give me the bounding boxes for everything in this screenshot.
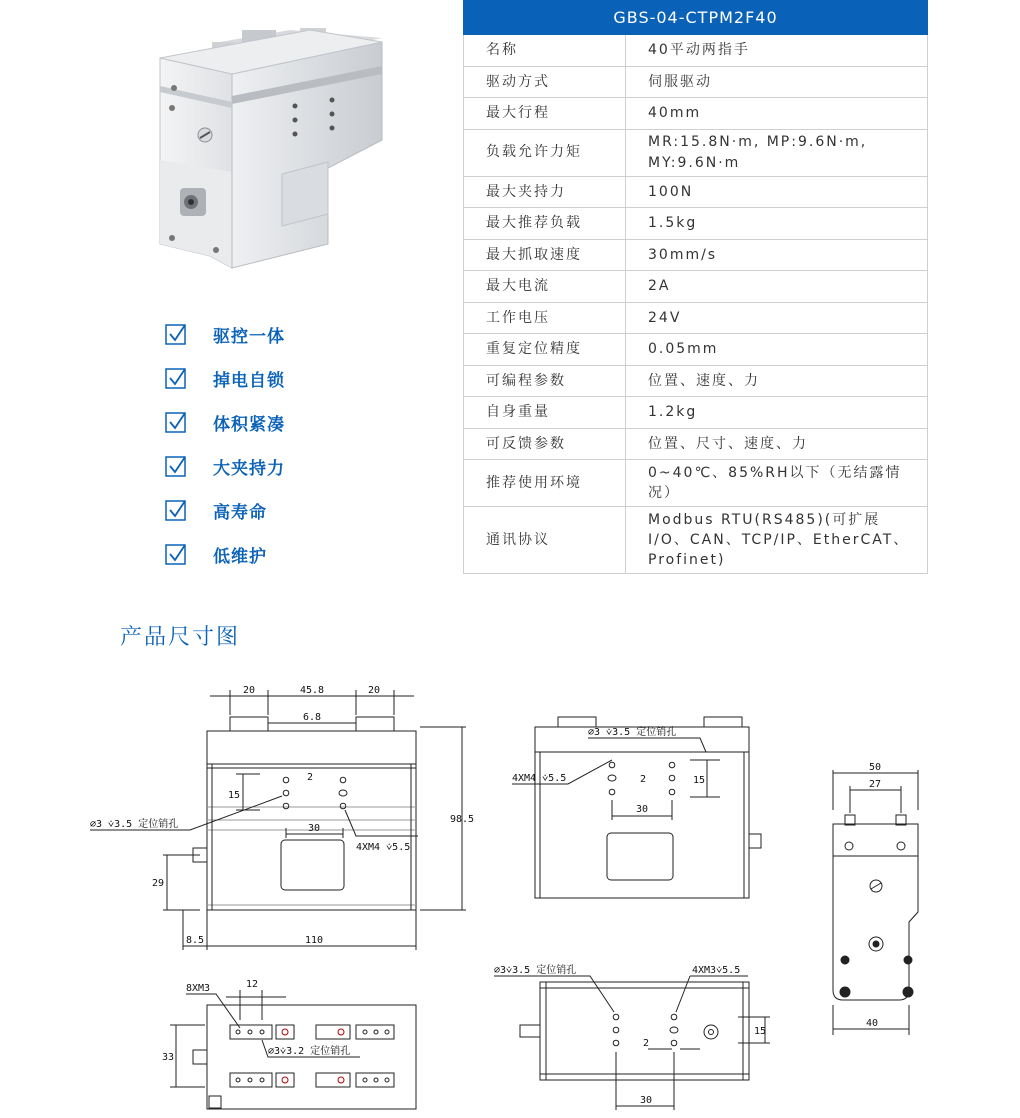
table-row: [464, 176, 928, 208]
spec-value: Modbus RTU(RS485)(可扩展I/O、CAN、TCP/IP、EtherCAT、Profinet): [626, 507, 928, 574]
dim-label: 98.5: [450, 814, 475, 825]
dim-label: 110: [305, 935, 324, 946]
dim-label: 40: [866, 1018, 879, 1029]
dim-label: 20: [368, 685, 381, 696]
feature-item: [165, 532, 285, 576]
dim-label: 15: [228, 790, 241, 801]
dim-label: 45.8: [300, 685, 325, 696]
dim-label: 27: [869, 779, 882, 790]
table-row: [464, 239, 928, 271]
check-square-icon: [165, 367, 187, 389]
feature-label: 大夹持力: [213, 458, 285, 479]
dim-label: 12: [246, 979, 259, 990]
spec-key: 最大抓取速度: [464, 239, 626, 271]
spec-value: 0~40℃、85%RH以下（无结露情况）: [626, 460, 928, 507]
feature-item: [165, 400, 285, 444]
dim-label: 2: [640, 774, 647, 785]
dim-label: 29: [152, 878, 165, 889]
spec-value: 位置、尺寸、速度、力: [626, 428, 928, 460]
feature-label: 驱控一体: [213, 326, 285, 347]
spec-key: 最大推荐负载: [464, 208, 626, 240]
feature-item: [165, 444, 285, 488]
table-row: [464, 428, 928, 460]
spec-value: 伺服驱动: [626, 66, 928, 98]
table-row: [464, 129, 928, 176]
dim-label: 30: [640, 1095, 653, 1106]
table-row: [464, 66, 928, 98]
feature-item: [165, 488, 285, 532]
spec-value: 40平动两指手: [626, 35, 928, 67]
dim-label: ∅3 ⩒3.5 定位销孔: [90, 819, 179, 830]
table-row: [464, 334, 928, 366]
table-row: [464, 271, 928, 303]
check-square-icon: [165, 411, 187, 433]
spec-key: 推荐使用环境: [464, 460, 626, 507]
feature-label: 体积紧凑: [213, 414, 285, 435]
table-row: [464, 397, 928, 429]
dim-label: 4XM3⩒5.5: [692, 965, 741, 976]
model-header: GBS-04-CTPM2F40: [464, 1, 928, 35]
dim-label: 30: [636, 804, 649, 815]
check-square-icon: [165, 543, 187, 565]
dim-label: 8XM3: [186, 983, 211, 994]
spec-key: 自身重量: [464, 397, 626, 429]
feature-list: [165, 312, 285, 576]
dimension-drawings: [0, 660, 1020, 1118]
feature-item: [165, 356, 285, 400]
dim-label: 30: [308, 823, 321, 834]
feature-item: [165, 312, 285, 356]
spec-value: 100N: [626, 176, 928, 208]
gripper-illustration: [150, 20, 390, 270]
dim-label: 2: [307, 772, 314, 783]
table-row: [464, 98, 928, 130]
spec-value: 0.05mm: [626, 334, 928, 366]
spec-value: 1.2kg: [626, 397, 928, 429]
spec-value: MR:15.8N·m, MP:9.6N·m, MY:9.6N·m: [626, 129, 928, 176]
spec-key: 负载允许力矩: [464, 129, 626, 176]
spec-key: 工作电压: [464, 302, 626, 334]
spec-key: 可编程参数: [464, 365, 626, 397]
end-view: [833, 770, 918, 1035]
spec-key: 最大行程: [464, 98, 626, 130]
spec-key: 最大电流: [464, 271, 626, 303]
spec-key: 重复定位精度: [464, 334, 626, 366]
dim-label: 50: [869, 762, 882, 773]
spec-value: 1.5kg: [626, 208, 928, 240]
table-row: [464, 365, 928, 397]
dim-label: ∅3 ⩒3.5 定位销孔: [588, 727, 677, 738]
table-row: [464, 302, 928, 334]
spec-table: [463, 0, 928, 574]
dim-label: 8.5: [186, 935, 205, 946]
spec-key: 通讯协议: [464, 507, 626, 574]
spec-value: 位置、速度、力: [626, 365, 928, 397]
dim-label: 6.8: [303, 712, 322, 723]
product-image: [150, 20, 390, 270]
check-square-icon: [165, 323, 187, 345]
dim-label: 4XM4 ⩒5.5: [356, 842, 411, 853]
feature-label: 低维护: [213, 546, 267, 567]
spec-value: 40mm: [626, 98, 928, 130]
dim-label: 15: [754, 1026, 767, 1037]
spec-key: 驱动方式: [464, 66, 626, 98]
check-square-icon: [165, 499, 187, 521]
spec-value: 24V: [626, 302, 928, 334]
spec-key: 可反馈参数: [464, 428, 626, 460]
dim-label: ∅3⩒3.5 定位销孔: [494, 965, 577, 976]
feature-label: 掉电自锁: [213, 370, 285, 391]
bottom-view: [494, 976, 770, 1110]
section-title: 产品尺寸图: [120, 625, 241, 650]
dim-label: ∅3⩒3.2 定位销孔: [268, 1046, 351, 1057]
spec-value: 30mm/s: [626, 239, 928, 271]
spec-key: 名称: [464, 35, 626, 67]
check-square-icon: [165, 455, 187, 477]
feature-label: 高寿命: [213, 502, 267, 523]
table-row: [464, 35, 928, 67]
spec-key: 最大夹持力: [464, 176, 626, 208]
table-row: [464, 208, 928, 240]
dim-label: 33: [162, 1052, 175, 1063]
dim-label: 15: [693, 775, 706, 786]
table-row: [464, 460, 928, 507]
dim-label: 20: [243, 685, 256, 696]
table-row: [464, 507, 928, 574]
dim-label: 2: [643, 1038, 650, 1049]
spec-value: 2A: [626, 271, 928, 303]
dim-label: 4XM4 ⩒5.5: [512, 773, 567, 784]
